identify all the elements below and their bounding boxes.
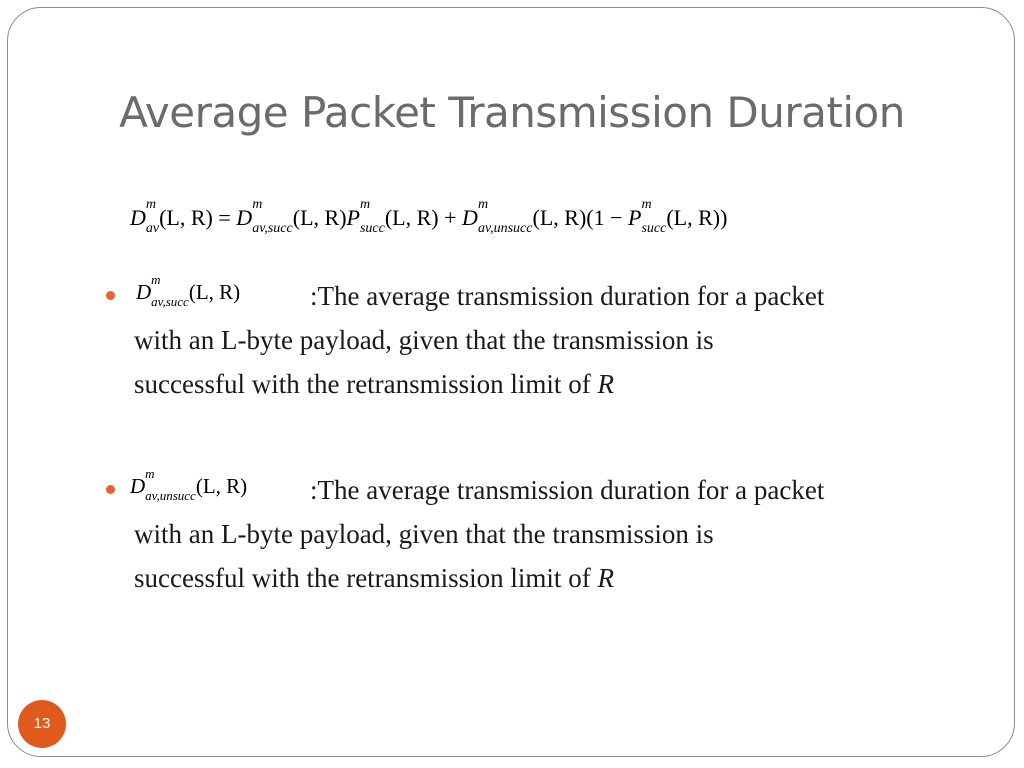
bullet-1-sup: m — [151, 272, 161, 287]
eq-args-1: (L, R) — [159, 205, 213, 230]
bullet-2-sub: av,unsucc — [145, 488, 196, 503]
eq-d-succ-sub: av,succ — [252, 221, 293, 236]
bullet-1-sub: av,succ — [151, 294, 189, 309]
eq-plus: + — [438, 205, 463, 230]
eq-args-3: (L, R) — [384, 205, 439, 230]
eq-d-unsucc-sup: m — [477, 197, 489, 212]
eq-d-symbol: D — [130, 205, 146, 230]
bullet-2-line3: successful with the retransmission limit of — [134, 563, 598, 593]
eq-p2-sub: succ — [641, 221, 667, 236]
eq-p-sup: m — [359, 197, 371, 212]
bullet-1-args: (L, R) — [188, 280, 241, 304]
bullet-1-text — [134, 274, 954, 406]
eq-args-close: (L, R)) — [666, 205, 728, 230]
bullet-dot-icon — [106, 485, 115, 494]
main-equation — [130, 197, 728, 236]
bullet-1-line2: with an L-byte payload, given that the transmission is — [134, 325, 714, 355]
bullet-2-d-symbol: D — [130, 474, 146, 498]
eq-d-scripts — [145, 197, 160, 236]
eq-d-unsucc-scripts — [477, 197, 533, 236]
eq-args-2: (L, R) — [292, 205, 347, 230]
bullet-2-args: (L, R) — [195, 474, 248, 498]
eq-one-minus: (1 − — [586, 205, 628, 230]
eq-d-succ-sup: m — [252, 197, 263, 212]
eq-d-succ-scripts — [252, 197, 293, 236]
eq-d-succ-symbol: D — [236, 205, 253, 230]
eq-d-unsucc-sub: av,unsucc — [477, 221, 533, 236]
bullet-dot-icon — [106, 291, 115, 300]
bullet-1-line3: successful with the retransmission limit of — [134, 369, 598, 399]
eq-p2-symbol: P — [628, 205, 642, 230]
page-number-badge: 13 — [18, 700, 66, 748]
bullet-2-sup: m — [145, 466, 155, 481]
eq-d-sub: av — [145, 221, 160, 236]
eq-p2-sup: m — [641, 197, 652, 212]
eq-args-4: (L, R) — [532, 205, 587, 230]
bullet-2-text — [134, 468, 954, 600]
bullet-2-colon: : — [310, 475, 318, 505]
eq-equals: = — [212, 205, 237, 230]
eq-p-scripts — [359, 197, 385, 236]
eq-d-sup: m — [145, 197, 157, 212]
eq-p-sub: succ — [359, 221, 385, 236]
bullet-2-line2: with an L-byte payload, given that the transmission is — [134, 519, 714, 549]
bullet-1-line1: The average transmission duration for a packet — [317, 281, 825, 311]
bullet-1-colon: : — [310, 281, 318, 311]
bullet-1-d-symbol: D — [136, 280, 152, 304]
bullet-2-line1: The average transmission duration for a packet — [317, 475, 825, 505]
bullet-2-var: R — [597, 563, 614, 593]
bullet-1-var: R — [597, 369, 614, 399]
eq-d-unsucc-symbol: D — [462, 205, 478, 230]
eq-p2-scripts — [641, 197, 667, 236]
slide-title: Average Packet Transmission Duration — [119, 88, 905, 137]
eq-p-symbol: P — [346, 205, 360, 230]
